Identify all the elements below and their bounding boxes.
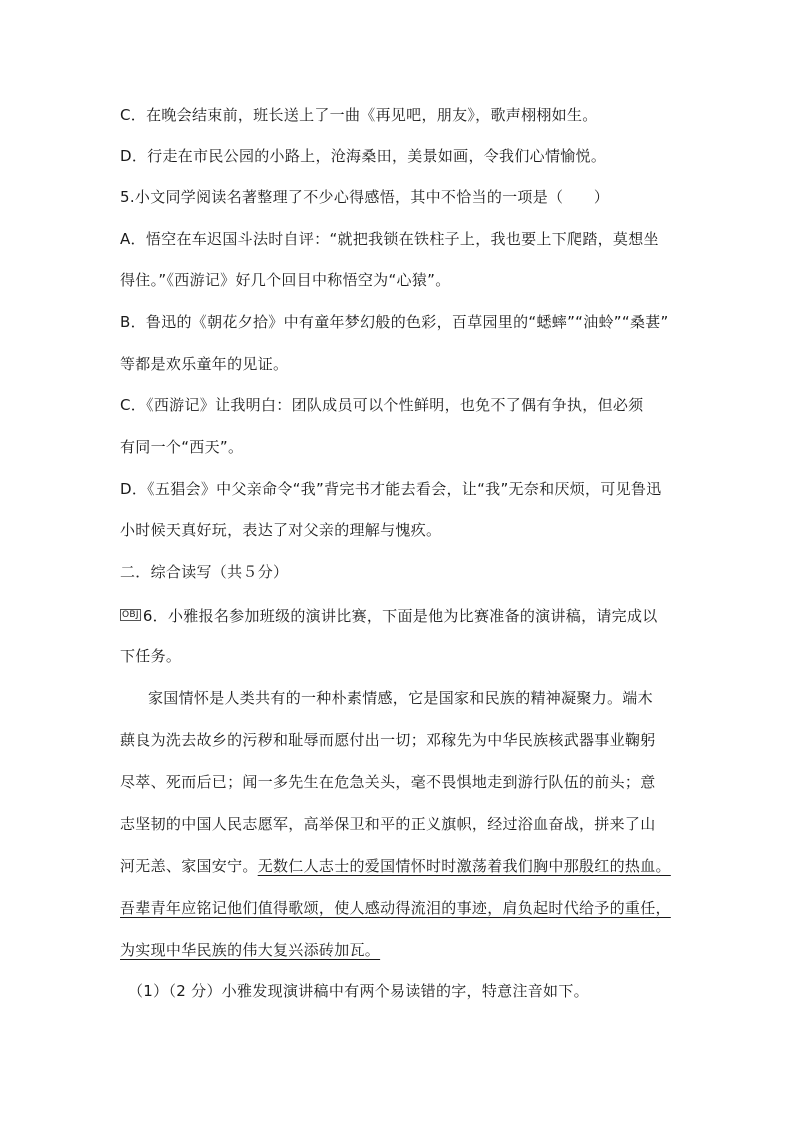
question-6-stem-line2: 下任务。	[120, 647, 182, 665]
option-c-line2: 有同一个“西天”。	[120, 438, 244, 456]
underlined-sentence-part1: 无数仁人志士的爱国情怀时时激荡着我们胸中那殷红的热血。	[257, 857, 671, 875]
option-d-line1: D．《五猖会》中父亲命令“我”背完书才能去看会，让“我”无奈和厌烦，可见鲁迅	[120, 480, 662, 498]
option-d-q4: D．行走在市民公园的小路上，沧海桑田，美景如画，令我们心情愉悦。	[120, 147, 607, 165]
question-5-stem: 5.小文同学阅读名著整理了不少心得感悟，其中不恰当的一项是（ ）	[120, 188, 610, 206]
option-d-line2: 小时候天真好玩，表达了对父亲的理解与愧疚。	[120, 521, 442, 539]
passage-line-2: 蕻良为洗去故乡的污秽和耻辱而愿付出一切；邓稼先为中华民族核武器事业鞠躬	[120, 731, 656, 749]
option-c-q4: C．在晚会结束前，班长送上了一曲《再见吧，朋友》，歌声栩栩如生。	[120, 106, 598, 124]
question-6-stem-line1	[120, 606, 658, 626]
underlined-sentence-part3: 为实现中华民族的伟大复兴添砖加瓦。	[120, 941, 381, 959]
passage-line-4: 志坚韧的中国人民志愿军，高举保卫和平的正义旗帜，经过浴血奋战，拼来了山	[120, 815, 656, 833]
section-heading: 二．综合读写（共５分）	[120, 563, 289, 581]
option-b-line1: B．鲁迅的《朝花夕拾》中有童年梦幻般的色彩，百草园里的“蟋蟀”“油蛉”“桑葚”	[120, 313, 669, 331]
obj-marker-icon: OBJ	[122, 609, 139, 620]
passage-plain-text: 河无恙、家国安宁。	[120, 857, 258, 875]
option-a-line1: A．悟空在车迟国斗法时自评：“就把我锁在铁柱子上，我也要上下爬踏，莫想坐	[120, 230, 659, 248]
question-6-text: 6．小雅报名参加班级的演讲比赛，下面是他为比赛准备的演讲稿，请完成以	[142, 607, 658, 625]
underlined-sentence-part2: 吾辈青年应铭记他们值得歌颂，使人感动得流泪的事迹，肩负起时代给予的重任，	[120, 899, 671, 917]
option-a-line2: 得住。”《西游记》好几个回目中称悟空为“心猿”。	[120, 271, 451, 289]
passage-line-1: 家国情怀是人类共有的一种朴素情感，它是国家和民族的精神凝聚力。端木	[148, 689, 653, 707]
subquestion-1: （1）（2 分）小雅发现演讲稿中有两个易读错的字，特意注音如下。	[128, 982, 589, 1000]
option-c-line1: C．《西游记》让我明白：团队成员可以个性鲜明，也免不了偶有争执，但必须	[120, 396, 644, 414]
passage-line-5	[120, 856, 671, 876]
option-b-line2: 等都是欢乐童年的见证。	[120, 355, 289, 373]
passage-line-3: 尽萃、死而后已；闻一多先生在危急关头，毫不畏惧地走到游行队伍的前头；意	[120, 773, 656, 791]
